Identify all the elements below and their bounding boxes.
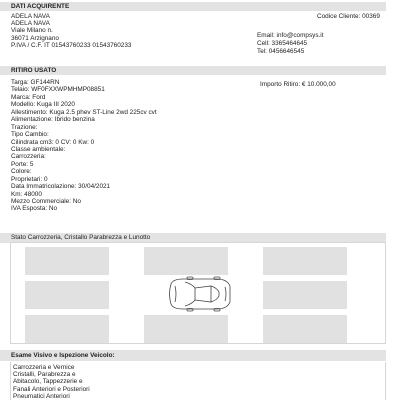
buyer-email: Email: info@compsys.it: [257, 32, 324, 39]
buyer-detail-line: ADELA NAVA: [11, 20, 50, 28]
inspection-item: Fanali Anteriori e Posteriori: [13, 385, 90, 393]
tradein-amount: Importo Ritiro: € 10.000,00: [260, 81, 336, 88]
vehicle-detail-line: Classe ambientale:: [11, 145, 66, 153]
vehicle-detail-line: Allestimento: Kuga 2.5 phev ST-Line 2wd 225cv cvt: [11, 108, 157, 116]
vehicle-detail-line: Trazione:: [11, 123, 38, 131]
damage-zone-side-left: [25, 281, 109, 309]
car-top-view-icon: [165, 276, 233, 312]
inspection-item: Carrozzeria e Vernice: [13, 364, 75, 371]
vehicle-detail-line: Telaio: WF0FXXWPMHMP08851: [11, 86, 105, 94]
vehicle-detail-line: Marca: Ford: [11, 93, 46, 101]
buyer-cell: Cell: 3365464645: [257, 40, 308, 47]
damage-zone-front-left: [25, 247, 109, 275]
buyer-details: [11, 13, 131, 49]
tradein-section-header: [0, 66, 386, 75]
visual-inspection-title: Esame Visivo e Ispezione Veicolo:: [11, 352, 115, 359]
tradein-section-title: RITIRO USATO: [11, 67, 57, 74]
vehicle-details: [11, 79, 157, 213]
vehicle-detail-line: Data Immatricolazione: 30/04/2021: [11, 183, 111, 191]
vehicle-detail-line: Cilindrata cm3: 0 CV: 0 Kw: 0: [11, 138, 95, 146]
vehicle-detail-line: Colore:: [11, 168, 32, 176]
damage-zone-rear-center: [144, 315, 228, 343]
inspection-item: Pneumatici Anteriori: [13, 392, 70, 400]
vehicle-detail-line: Carrozzeria:: [11, 153, 46, 161]
vehicle-detail-line: Proprietari: 0: [11, 175, 48, 183]
damage-zone-rear-right: [263, 315, 347, 343]
buyer-detail-line: P.IVA / C.F. IT 01543760233 01543760233: [11, 41, 132, 49]
body-condition-title: Stato Carrozzeria, Cristallo Parabrezza e Lunotto: [11, 234, 151, 241]
inspection-item: Cristalli, Parabrezza e: [13, 371, 76, 379]
damage-zone-front-right: [263, 247, 347, 275]
visual-inspection-header: [0, 350, 386, 361]
damage-zone-rear-left: [25, 315, 109, 343]
damage-zone-side-right: [263, 281, 347, 309]
vehicle-detail-line: Mezzo Commerciale: No: [11, 198, 81, 205]
vehicle-detail-line: Targa: GF144RN: [11, 79, 60, 86]
vehicle-detail-line: Tipo Cambio:: [11, 131, 49, 139]
vehicle-detail-line: Porte: 5: [11, 160, 34, 168]
vehicle-detail-line: IVA Esposta: No: [11, 205, 58, 213]
vehicle-detail-line: Km: 48000: [11, 190, 42, 198]
buyer-detail-line: 36071 Arzignano: [11, 34, 59, 42]
customer-code: Codice Cliente: 00369: [317, 13, 380, 20]
buyer-tel: Tel: 0456646545: [257, 48, 305, 55]
buyer-detail-line: ADELA NAVA: [11, 13, 50, 20]
buyer-detail-line: Viale Milano n.: [11, 27, 53, 35]
vehicle-detail-line: Alimentazione: Ibrido benzina: [11, 116, 95, 124]
inspection-item: Abitacolo, Tappezzerie e: [13, 378, 83, 386]
vehicle-detail-line: Modello: Kuga III 2020: [11, 101, 75, 109]
damage-zone-front-center: [144, 247, 228, 275]
buyer-section-title: DATI ACQUIRENTE: [11, 3, 70, 10]
inspection-list: [13, 364, 90, 400]
buyer-section-header: [0, 2, 386, 11]
